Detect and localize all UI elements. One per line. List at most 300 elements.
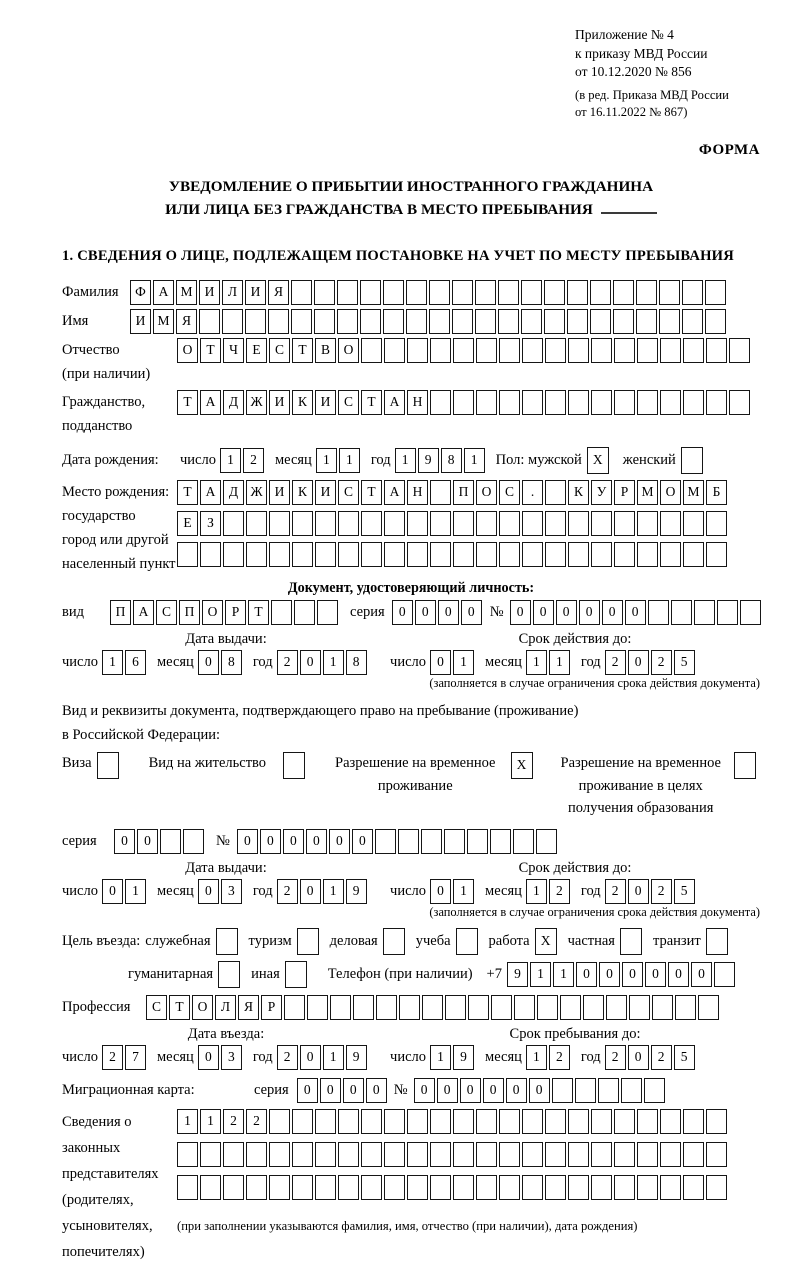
char-cell[interactable] — [476, 1175, 497, 1200]
char-cell[interactable] — [430, 542, 451, 567]
char-cell[interactable]: 1 — [430, 1045, 451, 1070]
char-cell[interactable] — [717, 600, 738, 625]
char-cell[interactable] — [430, 1142, 451, 1167]
char-cell[interactable] — [675, 995, 696, 1020]
char-cell[interactable]: И — [269, 480, 290, 505]
char-cell[interactable] — [705, 280, 726, 305]
char-cell[interactable]: 0 — [343, 1078, 364, 1103]
char-cell[interactable] — [384, 338, 405, 363]
char-cell[interactable] — [706, 390, 727, 415]
char-cell[interactable] — [453, 1142, 474, 1167]
char-cell[interactable] — [445, 995, 466, 1020]
char-cell[interactable]: 6 — [125, 650, 146, 675]
char-cell[interactable] — [660, 1175, 681, 1200]
char-cell[interactable] — [246, 1142, 267, 1167]
char-cell[interactable] — [292, 1109, 313, 1134]
char-cell[interactable]: 0 — [438, 600, 459, 625]
char-cell[interactable] — [183, 829, 204, 854]
char-cell[interactable] — [315, 1109, 336, 1134]
char-cell[interactable]: 7 — [125, 1045, 146, 1070]
char-cell[interactable]: У — [591, 480, 612, 505]
char-cell[interactable] — [614, 1142, 635, 1167]
char-cell[interactable]: 0 — [602, 600, 623, 625]
char-cell[interactable] — [384, 1175, 405, 1200]
char-cell[interactable] — [406, 280, 427, 305]
char-cell[interactable] — [467, 829, 488, 854]
char-cell[interactable]: 2 — [277, 879, 298, 904]
char-cell[interactable]: Т — [361, 480, 382, 505]
char-cell[interactable] — [706, 338, 727, 363]
char-cell[interactable] — [314, 280, 335, 305]
char-cell[interactable]: П — [179, 600, 200, 625]
char-cell[interactable] — [636, 309, 657, 334]
char-cell[interactable]: Я — [268, 280, 289, 305]
char-cell[interactable]: А — [133, 600, 154, 625]
char-cell[interactable] — [637, 1109, 658, 1134]
char-cell[interactable]: Р — [614, 480, 635, 505]
char-cell[interactable]: 0 — [576, 962, 597, 987]
char-cell[interactable] — [644, 1078, 665, 1103]
char-cell[interactable]: С — [338, 480, 359, 505]
purpose-checkbox[interactable] — [456, 928, 478, 955]
char-cell[interactable]: 2 — [605, 879, 626, 904]
char-cell[interactable] — [317, 600, 338, 625]
char-cell[interactable] — [338, 542, 359, 567]
char-cell[interactable]: 2 — [223, 1109, 244, 1134]
char-cell[interactable] — [491, 995, 512, 1020]
char-cell[interactable]: 0 — [283, 829, 304, 854]
char-cell[interactable] — [475, 280, 496, 305]
char-cell[interactable]: М — [176, 280, 197, 305]
char-cell[interactable] — [683, 511, 704, 536]
char-cell[interactable] — [361, 1142, 382, 1167]
char-cell[interactable] — [407, 1175, 428, 1200]
char-cell[interactable] — [407, 338, 428, 363]
purpose-checkbox[interactable] — [383, 928, 405, 955]
char-cell[interactable] — [269, 511, 290, 536]
char-cell[interactable] — [429, 280, 450, 305]
char-cell[interactable] — [583, 995, 604, 1020]
char-cell[interactable] — [429, 309, 450, 334]
char-cell[interactable]: В — [315, 338, 336, 363]
residence-permit-checkbox[interactable] — [283, 752, 305, 779]
char-cell[interactable] — [499, 338, 520, 363]
char-cell[interactable] — [591, 1142, 612, 1167]
char-cell[interactable]: М — [637, 480, 658, 505]
char-cell[interactable] — [552, 1078, 573, 1103]
char-cell[interactable] — [246, 511, 267, 536]
char-cell[interactable] — [544, 309, 565, 334]
char-cell[interactable]: 0 — [300, 650, 321, 675]
char-cell[interactable] — [591, 511, 612, 536]
char-cell[interactable] — [637, 1142, 658, 1167]
char-cell[interactable]: 1 — [316, 448, 337, 473]
char-cell[interactable]: Т — [361, 390, 382, 415]
char-cell[interactable]: Е — [177, 511, 198, 536]
char-cell[interactable]: 0 — [392, 600, 413, 625]
char-cell[interactable] — [330, 995, 351, 1020]
purpose-checkbox[interactable] — [216, 928, 238, 955]
char-cell[interactable]: 0 — [297, 1078, 318, 1103]
char-cell[interactable] — [468, 995, 489, 1020]
char-cell[interactable]: 9 — [346, 879, 367, 904]
char-cell[interactable]: Т — [200, 338, 221, 363]
char-cell[interactable] — [522, 1109, 543, 1134]
char-cell[interactable]: К — [292, 480, 313, 505]
char-cell[interactable] — [591, 390, 612, 415]
char-cell[interactable]: 5 — [674, 879, 695, 904]
char-cell[interactable]: К — [568, 480, 589, 505]
char-cell[interactable]: И — [315, 390, 336, 415]
char-cell[interactable] — [453, 511, 474, 536]
char-cell[interactable] — [430, 1109, 451, 1134]
char-cell[interactable] — [729, 390, 750, 415]
char-cell[interactable]: Я — [176, 309, 197, 334]
char-cell[interactable]: 0 — [460, 1078, 481, 1103]
char-cell[interactable]: 0 — [628, 1045, 649, 1070]
char-cell[interactable] — [740, 600, 761, 625]
char-cell[interactable] — [522, 511, 543, 536]
char-cell[interactable]: 5 — [674, 1045, 695, 1070]
char-cell[interactable] — [452, 280, 473, 305]
char-cell[interactable] — [683, 1175, 704, 1200]
char-cell[interactable] — [683, 390, 704, 415]
char-cell[interactable] — [315, 542, 336, 567]
char-cell[interactable] — [652, 995, 673, 1020]
char-cell[interactable]: Д — [223, 390, 244, 415]
char-cell[interactable] — [430, 390, 451, 415]
char-cell[interactable] — [614, 542, 635, 567]
char-cell[interactable] — [591, 1175, 612, 1200]
char-cell[interactable] — [568, 390, 589, 415]
visa-checkbox[interactable] — [97, 752, 119, 779]
char-cell[interactable]: 0 — [415, 600, 436, 625]
purpose-checkbox[interactable] — [620, 928, 642, 955]
char-cell[interactable] — [407, 1142, 428, 1167]
char-cell[interactable]: 0 — [300, 879, 321, 904]
char-cell[interactable] — [292, 511, 313, 536]
char-cell[interactable] — [223, 1142, 244, 1167]
char-cell[interactable]: А — [153, 280, 174, 305]
char-cell[interactable]: 0 — [320, 1078, 341, 1103]
char-cell[interactable]: 0 — [306, 829, 327, 854]
char-cell[interactable]: 0 — [622, 962, 643, 987]
char-cell[interactable] — [453, 1175, 474, 1200]
edu-residence-checkbox[interactable] — [734, 752, 756, 779]
char-cell[interactable] — [376, 995, 397, 1020]
char-cell[interactable] — [637, 338, 658, 363]
char-cell[interactable]: 8 — [346, 650, 367, 675]
char-cell[interactable] — [536, 829, 557, 854]
char-cell[interactable]: 0 — [645, 962, 666, 987]
char-cell[interactable] — [444, 829, 465, 854]
char-cell[interactable] — [361, 542, 382, 567]
char-cell[interactable] — [315, 511, 336, 536]
char-cell[interactable]: 1 — [526, 879, 547, 904]
char-cell[interactable]: О — [177, 338, 198, 363]
char-cell[interactable] — [659, 280, 680, 305]
char-cell[interactable] — [223, 542, 244, 567]
char-cell[interactable]: О — [202, 600, 223, 625]
purpose-checkbox[interactable] — [218, 961, 240, 988]
char-cell[interactable]: 0 — [329, 829, 350, 854]
char-cell[interactable] — [706, 1142, 727, 1167]
char-cell[interactable]: 1 — [453, 879, 474, 904]
char-cell[interactable]: 0 — [352, 829, 373, 854]
char-cell[interactable]: 2 — [651, 650, 672, 675]
char-cell[interactable] — [637, 1175, 658, 1200]
char-cell[interactable] — [291, 309, 312, 334]
char-cell[interactable] — [177, 542, 198, 567]
char-cell[interactable]: И — [245, 280, 266, 305]
char-cell[interactable]: 0 — [628, 650, 649, 675]
char-cell[interactable] — [590, 280, 611, 305]
char-cell[interactable]: Л — [222, 280, 243, 305]
char-cell[interactable] — [521, 280, 542, 305]
char-cell[interactable] — [682, 309, 703, 334]
char-cell[interactable]: 2 — [246, 1109, 267, 1134]
char-cell[interactable] — [606, 995, 627, 1020]
char-cell[interactable] — [591, 1109, 612, 1134]
char-cell[interactable] — [706, 1109, 727, 1134]
char-cell[interactable]: 2 — [102, 1045, 123, 1070]
char-cell[interactable]: Ф — [130, 280, 151, 305]
char-cell[interactable] — [568, 1175, 589, 1200]
char-cell[interactable] — [315, 1142, 336, 1167]
char-cell[interactable]: С — [338, 390, 359, 415]
char-cell[interactable] — [660, 1109, 681, 1134]
char-cell[interactable] — [476, 542, 497, 567]
char-cell[interactable]: 0 — [260, 829, 281, 854]
char-cell[interactable]: 2 — [277, 1045, 298, 1070]
char-cell[interactable] — [291, 280, 312, 305]
char-cell[interactable] — [683, 1142, 704, 1167]
char-cell[interactable]: 0 — [556, 600, 577, 625]
char-cell[interactable]: 3 — [221, 1045, 242, 1070]
char-cell[interactable] — [292, 542, 313, 567]
char-cell[interactable]: 0 — [430, 879, 451, 904]
char-cell[interactable]: 1 — [323, 879, 344, 904]
purpose-checkbox[interactable] — [706, 928, 728, 955]
char-cell[interactable] — [430, 511, 451, 536]
char-cell[interactable] — [271, 600, 292, 625]
char-cell[interactable]: Б — [706, 480, 727, 505]
char-cell[interactable]: Т — [177, 390, 198, 415]
char-cell[interactable] — [499, 1175, 520, 1200]
char-cell[interactable] — [706, 511, 727, 536]
char-cell[interactable] — [614, 1109, 635, 1134]
char-cell[interactable]: 0 — [461, 600, 482, 625]
char-cell[interactable] — [568, 338, 589, 363]
char-cell[interactable] — [407, 542, 428, 567]
char-cell[interactable] — [694, 600, 715, 625]
char-cell[interactable]: А — [200, 480, 221, 505]
char-cell[interactable]: П — [110, 600, 131, 625]
char-cell[interactable]: 1 — [200, 1109, 221, 1134]
char-cell[interactable] — [338, 1109, 359, 1134]
char-cell[interactable] — [430, 1175, 451, 1200]
char-cell[interactable]: . — [522, 480, 543, 505]
char-cell[interactable] — [314, 309, 335, 334]
char-cell[interactable] — [422, 995, 443, 1020]
char-cell[interactable] — [614, 390, 635, 415]
char-cell[interactable] — [430, 338, 451, 363]
char-cell[interactable] — [245, 309, 266, 334]
char-cell[interactable]: 1 — [395, 448, 416, 473]
char-cell[interactable]: С — [156, 600, 177, 625]
char-cell[interactable] — [545, 1142, 566, 1167]
char-cell[interactable]: 0 — [102, 879, 123, 904]
char-cell[interactable] — [337, 280, 358, 305]
char-cell[interactable] — [338, 511, 359, 536]
char-cell[interactable] — [729, 338, 750, 363]
char-cell[interactable]: 0 — [198, 650, 219, 675]
char-cell[interactable]: 1 — [323, 650, 344, 675]
char-cell[interactable] — [659, 309, 680, 334]
char-cell[interactable]: 0 — [366, 1078, 387, 1103]
char-cell[interactable] — [591, 338, 612, 363]
char-cell[interactable]: 0 — [414, 1078, 435, 1103]
char-cell[interactable] — [499, 390, 520, 415]
char-cell[interactable]: 1 — [549, 650, 570, 675]
char-cell[interactable] — [407, 511, 428, 536]
char-cell[interactable] — [706, 1175, 727, 1200]
char-cell[interactable] — [284, 995, 305, 1020]
char-cell[interactable] — [636, 280, 657, 305]
char-cell[interactable] — [614, 511, 635, 536]
char-cell[interactable]: 0 — [668, 962, 689, 987]
char-cell[interactable] — [246, 542, 267, 567]
char-cell[interactable] — [268, 309, 289, 334]
char-cell[interactable] — [338, 1175, 359, 1200]
char-cell[interactable] — [637, 390, 658, 415]
char-cell[interactable] — [498, 280, 519, 305]
char-cell[interactable] — [705, 309, 726, 334]
char-cell[interactable]: 1 — [530, 962, 551, 987]
char-cell[interactable] — [522, 338, 543, 363]
char-cell[interactable]: 1 — [526, 1045, 547, 1070]
char-cell[interactable] — [513, 829, 534, 854]
char-cell[interactable] — [637, 542, 658, 567]
purpose-checkbox[interactable] — [285, 961, 307, 988]
char-cell[interactable]: Н — [407, 480, 428, 505]
char-cell[interactable]: 1 — [177, 1109, 198, 1134]
char-cell[interactable] — [499, 1109, 520, 1134]
char-cell[interactable]: Ч — [223, 338, 244, 363]
char-cell[interactable] — [361, 1175, 382, 1200]
char-cell[interactable] — [498, 309, 519, 334]
char-cell[interactable] — [222, 309, 243, 334]
char-cell[interactable]: 9 — [346, 1045, 367, 1070]
char-cell[interactable]: 2 — [605, 650, 626, 675]
char-cell[interactable] — [683, 542, 704, 567]
char-cell[interactable]: 1 — [102, 650, 123, 675]
char-cell[interactable] — [200, 1142, 221, 1167]
char-cell[interactable] — [590, 309, 611, 334]
char-cell[interactable] — [398, 829, 419, 854]
char-cell[interactable] — [567, 309, 588, 334]
char-cell[interactable]: 1 — [526, 650, 547, 675]
char-cell[interactable]: 0 — [237, 829, 258, 854]
char-cell[interactable] — [292, 1142, 313, 1167]
char-cell[interactable] — [360, 280, 381, 305]
char-cell[interactable]: 0 — [506, 1078, 527, 1103]
char-cell[interactable] — [545, 1109, 566, 1134]
char-cell[interactable]: С — [269, 338, 290, 363]
char-cell[interactable] — [294, 600, 315, 625]
char-cell[interactable] — [384, 1109, 405, 1134]
char-cell[interactable] — [683, 338, 704, 363]
char-cell[interactable] — [353, 995, 374, 1020]
char-cell[interactable]: 0 — [625, 600, 646, 625]
temp-residence-checkbox[interactable]: X — [511, 752, 533, 779]
char-cell[interactable]: А — [384, 480, 405, 505]
char-cell[interactable] — [338, 1142, 359, 1167]
char-cell[interactable]: 0 — [529, 1078, 550, 1103]
char-cell[interactable] — [714, 962, 735, 987]
char-cell[interactable] — [545, 390, 566, 415]
char-cell[interactable] — [315, 1175, 336, 1200]
char-cell[interactable] — [698, 995, 719, 1020]
char-cell[interactable]: Д — [223, 480, 244, 505]
char-cell[interactable] — [706, 542, 727, 567]
char-cell[interactable] — [683, 1109, 704, 1134]
purpose-checkbox[interactable] — [297, 928, 319, 955]
char-cell[interactable] — [337, 309, 358, 334]
char-cell[interactable] — [200, 542, 221, 567]
char-cell[interactable]: О — [192, 995, 213, 1020]
char-cell[interactable] — [522, 542, 543, 567]
sex-female-checkbox[interactable] — [681, 447, 703, 474]
char-cell[interactable] — [453, 338, 474, 363]
char-cell[interactable] — [598, 1078, 619, 1103]
char-cell[interactable]: 0 — [198, 879, 219, 904]
char-cell[interactable] — [575, 1078, 596, 1103]
char-cell[interactable] — [568, 1142, 589, 1167]
char-cell[interactable] — [476, 390, 497, 415]
char-cell[interactable] — [453, 390, 474, 415]
char-cell[interactable]: Р — [225, 600, 246, 625]
char-cell[interactable]: 8 — [221, 650, 242, 675]
char-cell[interactable] — [475, 309, 496, 334]
char-cell[interactable]: 0 — [437, 1078, 458, 1103]
char-cell[interactable]: 2 — [243, 448, 264, 473]
char-cell[interactable] — [406, 309, 427, 334]
char-cell[interactable] — [199, 309, 220, 334]
char-cell[interactable] — [490, 829, 511, 854]
char-cell[interactable]: З — [200, 511, 221, 536]
char-cell[interactable]: И — [315, 480, 336, 505]
char-cell[interactable] — [648, 600, 669, 625]
char-cell[interactable]: 1 — [220, 448, 241, 473]
char-cell[interactable] — [568, 511, 589, 536]
char-cell[interactable] — [499, 511, 520, 536]
char-cell[interactable]: 0 — [114, 829, 135, 854]
char-cell[interactable] — [383, 309, 404, 334]
char-cell[interactable] — [177, 1175, 198, 1200]
char-cell[interactable]: 0 — [691, 962, 712, 987]
char-cell[interactable] — [591, 542, 612, 567]
char-cell[interactable] — [421, 829, 442, 854]
char-cell[interactable]: И — [269, 390, 290, 415]
char-cell[interactable] — [177, 1142, 198, 1167]
char-cell[interactable] — [399, 995, 420, 1020]
char-cell[interactable] — [476, 338, 497, 363]
char-cell[interactable] — [660, 338, 681, 363]
char-cell[interactable] — [521, 309, 542, 334]
char-cell[interactable] — [361, 338, 382, 363]
char-cell[interactable] — [499, 542, 520, 567]
